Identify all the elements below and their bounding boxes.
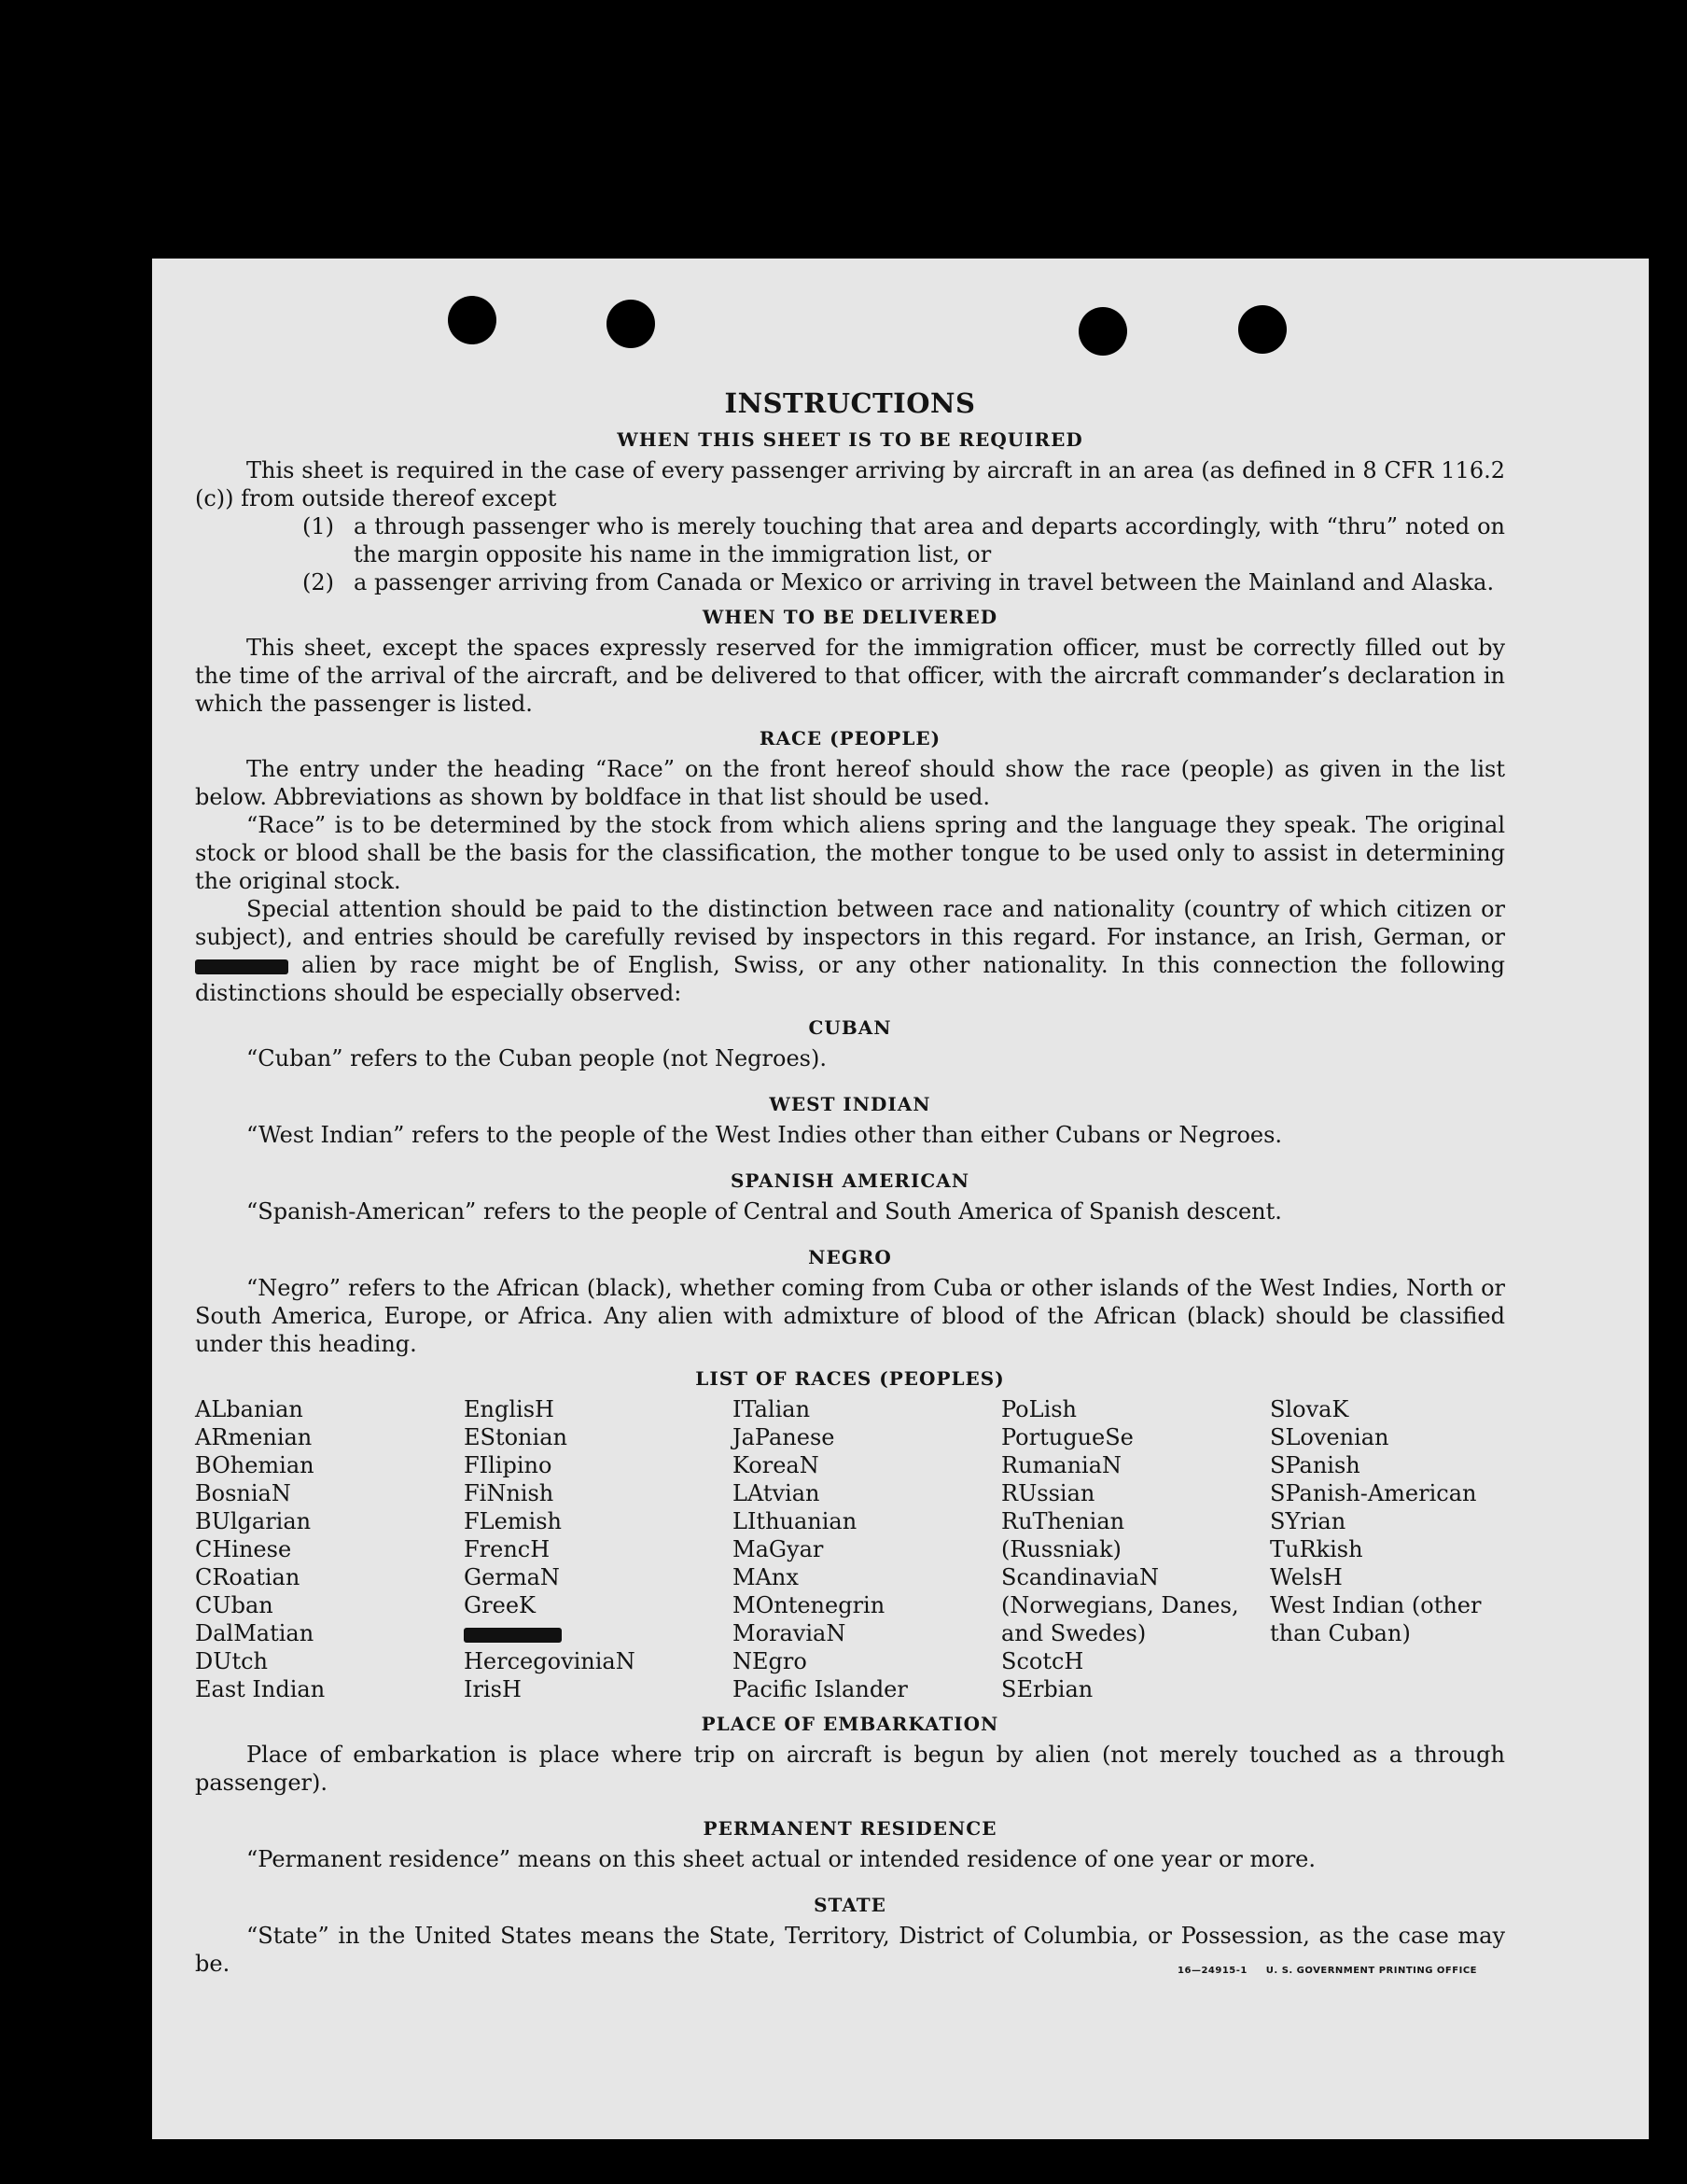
heading-race: RACE (PEOPLE): [759, 727, 941, 749]
heading-when-delivered: WHEN TO BE DELIVERED: [702, 606, 998, 628]
punch-hole: [606, 300, 655, 348]
instructions-body: [195, 387, 1505, 1978]
race-entry: ARmenian: [195, 1424, 313, 1450]
race-paragraph-1: The entry under the heading “Race” on the front hereof should show the race (people) as given in the list below. Abbreviations as shown by boldface in that list should be used.: [195, 756, 1505, 810]
item-number: (2): [302, 569, 334, 595]
race-entry: MoraviaN: [732, 1620, 846, 1646]
redaction-mark: [195, 959, 288, 974]
race-entry: BosniaN: [195, 1480, 291, 1506]
races-column-3: [732, 1395, 1001, 1703]
item-text: a through passenger who is merely touching that area and departs accordingly, with “thru” noted on the margin opposite his name in the immigration list, or: [354, 513, 1505, 567]
item-number: (1): [302, 513, 334, 539]
negro-text: “Negro” refers to the African (black), whether coming from Cuba or other islands of the West Indies, North or South America, Europe, or Africa. Any alien with admixture of blood of the African (black) should be classified under this heading.: [195, 1275, 1505, 1357]
spanish-american-text: “Spanish-American” refers to the people of Central and South America of Spanish descent.: [246, 1198, 1282, 1225]
race-entry: West Indian (other than Cuban): [1270, 1592, 1482, 1646]
race-paragraph-3-part-b: alien by race might be of English, Swiss, or any other nationality. In this connection the following distinctions should be especially observed:: [195, 952, 1505, 1006]
punch-hole: [448, 296, 496, 344]
delivered-text: This sheet, except the spaces expressly reserved for the immigration officer, must be correctly filled out by the time of the arrival of the aircraft, and be delivered to that officer, with the aircraft commander’s declaration in which the passenger is listed.: [195, 635, 1505, 717]
race-entry: BOhemian: [195, 1452, 314, 1478]
race-entry: LIthuanian: [732, 1508, 857, 1534]
race-entry: RumaniaN: [1001, 1452, 1122, 1478]
race-entry: PortugueSe: [1001, 1424, 1134, 1450]
races-column-2: [464, 1395, 732, 1703]
heading-when-required: WHEN THIS SHEET IS TO BE REQUIRED: [617, 428, 1083, 451]
race-entry: ScotcH: [1001, 1648, 1084, 1674]
redacted-entry: [464, 1619, 732, 1647]
exception-item: [195, 568, 1505, 596]
race-entry: FrencH: [464, 1536, 551, 1562]
race-entry: SLovenian: [1270, 1424, 1389, 1450]
race-entry: CUban: [195, 1592, 273, 1618]
race-entry: DUtch: [195, 1648, 269, 1674]
state-footer-row: [195, 1922, 1505, 1978]
race-paragraph-2: “Race” is to be determined by the stock from which aliens spring and the language they speak. The original stock or blood shall be the basis for the classification, the mother tongue to be used only to assist in determining the original stock.: [195, 812, 1505, 894]
race-entry: SYrian: [1270, 1508, 1346, 1534]
races-column-5: [1270, 1395, 1505, 1703]
race-entry: ITalian: [732, 1396, 811, 1422]
race-entry: EStonian: [464, 1424, 567, 1450]
race-entry: MAnx: [732, 1564, 799, 1590]
heading-cuban: CUBAN: [808, 1016, 892, 1039]
races-column-1: [195, 1395, 464, 1703]
punch-hole: [1238, 305, 1287, 354]
heading-embarkation: PLACE OF EMBARKATION: [701, 1713, 999, 1735]
race-entry: DalMatian: [195, 1620, 314, 1646]
race-entry: East Indian: [195, 1676, 326, 1702]
redaction-mark: [464, 1628, 562, 1643]
race-entry: FLemish: [464, 1508, 562, 1534]
race-entry: RuThenian (Russniak): [1001, 1508, 1125, 1562]
race-entry: GermaN: [464, 1564, 560, 1590]
document-sheet: [152, 259, 1649, 2139]
item-text: a passenger arriving from Canada or Mexico or arriving in travel between the Mainland and Alaska.: [354, 569, 1495, 595]
heading-spanish-american: SPANISH AMERICAN: [730, 1169, 970, 1192]
race-entry: HercegoviniaN: [464, 1648, 635, 1674]
race-entry: SlovaK: [1270, 1396, 1349, 1422]
race-entry: SPanish-American: [1270, 1480, 1477, 1506]
race-entry: Pacific Islander: [732, 1676, 908, 1702]
race-entry: PoLish: [1001, 1396, 1078, 1422]
race-entry: CHinese: [195, 1536, 292, 1562]
form-number: 16—24915-1: [1178, 1966, 1248, 1976]
race-entry: IrisH: [464, 1676, 522, 1702]
heading-west-indian: WEST INDIAN: [769, 1093, 931, 1115]
race-entry: ALbanian: [195, 1396, 303, 1422]
heading-list-of-races: LIST OF RACES (PEOPLES): [695, 1367, 1005, 1390]
exception-item: [195, 512, 1505, 568]
race-paragraph-3-part-a: Special attention should be paid to the distinction between race and nationality (country of which citizen or subject), and entries should be carefully revised by inspectors in this regard. For instance, an Irish, German, or: [195, 896, 1505, 950]
punch-hole: [1079, 307, 1127, 356]
race-entry: TuRkish: [1270, 1536, 1363, 1562]
race-entry: LAtvian: [732, 1480, 820, 1506]
page-title: INSTRUCTIONS: [724, 387, 976, 419]
embarkation-text: Place of embarkation is place where trip on aircraft is begun by alien (not merely touched as a through passenger).: [195, 1742, 1505, 1796]
cuban-text: “Cuban” refers to the Cuban people (not Negroes).: [246, 1045, 827, 1071]
race-entry: KoreaN: [732, 1452, 819, 1478]
race-entry: EnglisH: [464, 1396, 554, 1422]
west-indian-text: “West Indian” refers to the people of the West Indies other than either Cubans or Negroes.: [246, 1122, 1283, 1148]
heading-state: STATE: [814, 1894, 886, 1916]
race-entry: WelsH: [1270, 1564, 1343, 1590]
race-entry: JaPanese: [732, 1424, 835, 1450]
race-entry: GreeK: [464, 1592, 536, 1618]
race-paragraph-3: [195, 895, 1505, 1007]
race-entry: BUlgarian: [195, 1508, 312, 1534]
races-list: [195, 1395, 1505, 1703]
printer-name: U. S. GOVERNMENT PRINTING OFFICE: [1265, 1966, 1477, 1976]
heading-permanent-residence: PERMANENT RESIDENCE: [703, 1817, 997, 1840]
residence-text: “Permanent residence” means on this sheet actual or intended residence of one year or more.: [246, 1846, 1316, 1872]
race-entry: ScandinaviaN (Norwegians, Danes, and Swedes): [1001, 1564, 1239, 1646]
printer-imprint: [1178, 1966, 1477, 1976]
required-intro: This sheet is required in the case of every passenger arriving by aircraft in an area (as defined in 8 CFR 116.2 (c)) from outside thereof except: [195, 457, 1505, 511]
race-entry: SErbian: [1001, 1676, 1094, 1702]
race-entry: RUssian: [1001, 1480, 1095, 1506]
race-entry: NEgro: [732, 1648, 807, 1674]
races-column-4: [1001, 1395, 1270, 1703]
race-entry: SPanish: [1270, 1452, 1360, 1478]
state-text: “State” in the United States means the State, Territory, District of Columbia, or Possession, as the case may be.: [195, 1923, 1505, 1977]
race-entry: FIlipino: [464, 1452, 552, 1478]
heading-negro: NEGRO: [808, 1246, 892, 1268]
race-entry: FiNnish: [464, 1480, 554, 1506]
race-entry: CRoatian: [195, 1564, 300, 1590]
race-entry: MOntenegrin: [732, 1592, 885, 1618]
race-entry: MaGyar: [732, 1536, 824, 1562]
